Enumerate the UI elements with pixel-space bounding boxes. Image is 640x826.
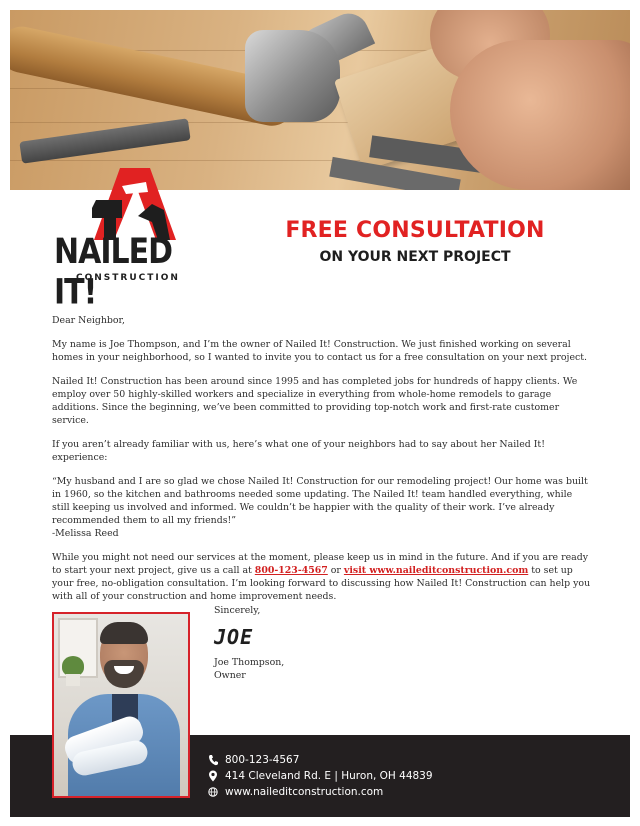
footer-phone[interactable]: 800-123-4567 xyxy=(225,754,300,766)
letter-body xyxy=(52,314,592,614)
footer-address: 414 Cleveland Rd. E | Huron, OH 44839 xyxy=(225,770,433,782)
headline xyxy=(250,218,580,265)
letter-paragraph-cta xyxy=(52,551,592,603)
cta-text: While you might not need our services at the moment, please keep us in mind in the future. And if you are ready to start your next project, give us a call at xyxy=(52,552,589,576)
testimonial xyxy=(52,475,592,540)
signature-block xyxy=(214,604,284,682)
handwritten-signature: JOE xyxy=(214,625,254,649)
cta-text: or xyxy=(327,565,344,576)
logo-a-hammer-icon xyxy=(52,160,202,240)
hand xyxy=(450,40,630,190)
owner-photo xyxy=(52,612,190,798)
letter-greeting: Dear Neighbor, xyxy=(52,315,125,326)
logo-wordmark: NAILED IT! xyxy=(54,232,172,313)
testimonial-author: -Melissa Reed xyxy=(52,528,119,539)
footer-website[interactable]: www.naileditconstruction.com xyxy=(225,786,384,798)
company-logo xyxy=(52,160,202,313)
footer-contact xyxy=(208,752,433,800)
signer-name: Joe Thompson, xyxy=(214,657,285,668)
phone-icon xyxy=(208,754,218,766)
footer-website-row xyxy=(208,784,433,800)
cta-text: to set up your free, no-obligation consultation. I’m looking forward to discussing how Nailed It! Construction can help you with all of your construction and home improvement needs. xyxy=(52,565,591,602)
phone-link[interactable]: 800-123-4567 xyxy=(254,565,328,576)
location-pin-icon xyxy=(208,770,218,782)
globe-icon xyxy=(208,786,218,798)
footer-address-row xyxy=(208,768,433,784)
letter-paragraph-testimonial-intro: If you aren’t already familiar with us, here’s what one of your neighbors had to say about her Nailed It! experience: xyxy=(52,439,545,463)
closing: Sincerely, xyxy=(214,605,261,616)
headline-subtitle: ON YOUR NEXT PROJECT xyxy=(319,249,511,265)
chisel xyxy=(19,118,190,163)
letter-paragraph-intro: My name is Joe Thompson, and I’m the owner of Nailed It! Construction. We just finished working on several homes in your neighborhood, so I wanted to invite you to contact us for a free consultation on your next project. xyxy=(52,339,587,363)
headline-title: FREE CONSULTATION xyxy=(285,218,545,243)
hammer-head xyxy=(245,30,340,122)
logo-tagline: CONSTRUCTION xyxy=(76,273,180,283)
footer-phone-row xyxy=(208,752,433,768)
website-link[interactable]: visit www.naileditconstruction.com xyxy=(343,565,529,576)
signer-role: Owner xyxy=(214,670,246,681)
letter-paragraph-about: Nailed It! Construction has been around since 1995 and has completed jobs for hundreds of happy clients. We employ over 50 highly-skilled workers and specialize in everything from whole-home remodels to garage additions. Since the beginning, we’ve been committed to providing top-notch work and first-rate customer service. xyxy=(52,376,578,426)
testimonial-quote: “My husband and I are so glad we chose Nailed It! Construction for our remodeling project! Our home was built in 1960, so the kitchen and bathrooms needed some updating. The Nailed It! team handled everything, while still keeping us involved and informed. We couldn’t be happier with the quality of their work. I’ve already recommended them to all my friends!” xyxy=(52,476,588,526)
